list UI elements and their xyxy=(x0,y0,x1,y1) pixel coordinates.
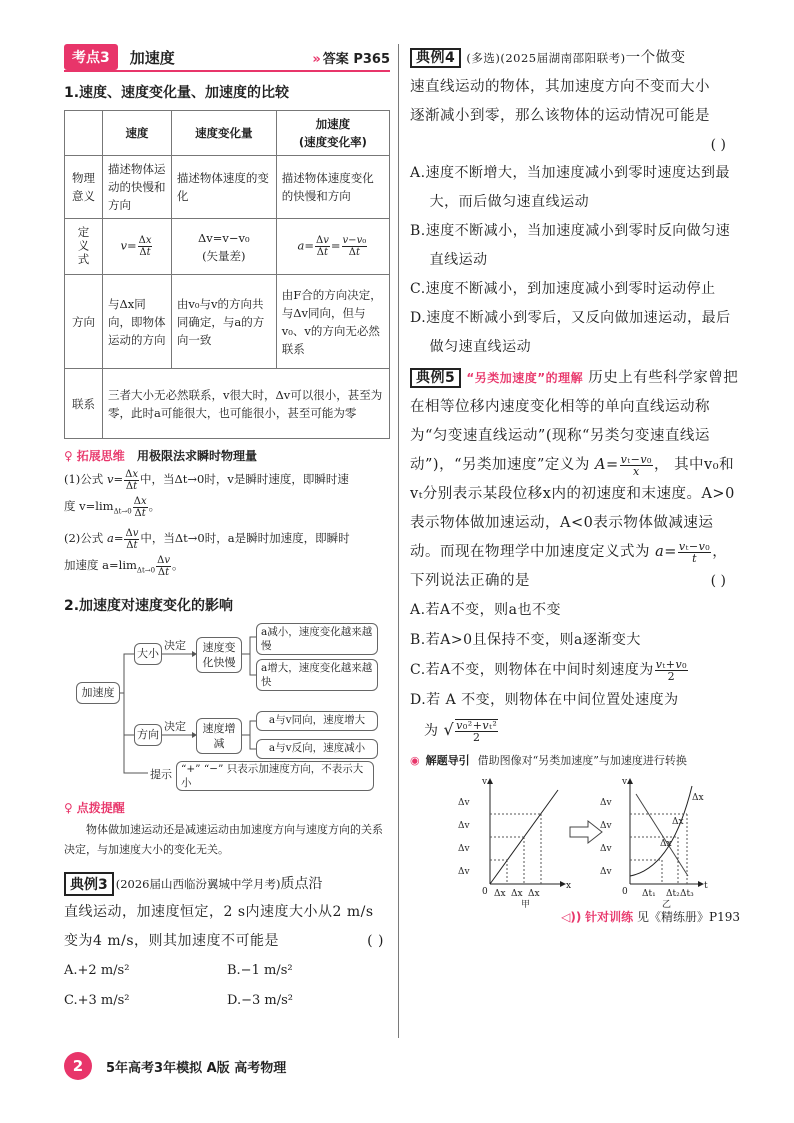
graph-label-right: 乙 xyxy=(662,900,672,910)
svg-text:Δx: Δx xyxy=(528,889,540,899)
mind-node-speed-change: 速度变化快慢 xyxy=(196,637,242,673)
mind-leaf: a与v反向，速度减小 xyxy=(256,739,378,759)
example3-stem: 直线运动，加速度恒定，2 s内速度大小从2 m/s 变为4 m/s，则其加速度不可能是 ( ) xyxy=(64,903,384,949)
table-cell-formula: a= $\frac{\Delta v}{\Delta t}$ = $\frac{\text{v−v₀}}{\Delta t}$ xyxy=(276,219,389,275)
option-c[interactable]: C.+3 m/s² xyxy=(64,992,130,1008)
svg-text:v: v xyxy=(482,777,488,787)
example5-options xyxy=(410,595,740,746)
option-b[interactable]: B.−1 m/s² xyxy=(227,962,293,978)
column-divider xyxy=(398,44,399,1038)
svg-text:Δv: Δv xyxy=(600,821,612,831)
table-cell: 三者大小无必然联系，v很大时，Δv可以很小，甚至为零，此时a可能很大，也可能很小，甚至可能为零 xyxy=(103,369,390,439)
option-c[interactable]: C.若A不变，则物体在中间时刻速度为 $\frac{\text{vₜ+v₀}}{2}$ xyxy=(410,657,688,683)
table-cell-formula: v= $\frac{\Delta x}{\Delta t}$ xyxy=(103,219,172,275)
bulb-icon: ♀ xyxy=(64,449,73,463)
fraction: $\frac{\text{v−v₀}}{\Delta t}$ xyxy=(342,235,367,258)
table-cell: 由F合的方向决定，与Δv同向，但与v₀、v的方向无必然联系 xyxy=(276,275,389,369)
bulb-icon: ♀ xyxy=(64,800,73,815)
table-header: 速度变化量 xyxy=(171,111,276,156)
answer-paren: ( ) xyxy=(710,573,726,589)
guide-label: 解题导引 xyxy=(425,754,470,767)
mind-root: 加速度 xyxy=(76,682,120,704)
option-b[interactable]: B.若A>0且保持不变，则a逐渐变大 xyxy=(410,632,641,648)
section-title-comparison: 1.速度、速度变化量、加速度的比较 xyxy=(64,85,290,101)
topic-header xyxy=(64,44,390,72)
table-cell: 描述物体速度变化的快慢和方向 xyxy=(276,156,389,219)
svg-text:Δx: Δx xyxy=(494,889,506,899)
option-b[interactable]: B.速度不断减小，当加速度减小到零时反向做匀速直线运动 xyxy=(410,223,731,268)
table-cell xyxy=(65,111,103,156)
answer-paren: ( ) xyxy=(710,137,726,153)
tip-hint-body: 物体做加速运动还是减速运动由加速度方向与速度方向的关系决定，与加速度大小的变化无关。 xyxy=(64,822,383,856)
mind-leaf: a增大，速度变化越来越快 xyxy=(256,659,378,691)
guide-text: 借助图像对“另类加速度”与加速度进行转换 xyxy=(477,754,687,767)
example-stem: 质点沿 xyxy=(280,875,323,892)
example-source: (2026届山西临汾翼城中学月考) xyxy=(115,876,281,891)
example4-options xyxy=(410,159,740,362)
svg-text:v: v xyxy=(622,777,628,787)
table-cell: 描述物体速度的变化 xyxy=(171,156,276,219)
example-tag: 典例5 xyxy=(410,368,461,388)
answer-reference[interactable]: » 答案 P365 xyxy=(312,51,390,67)
svg-text:Δx: Δx xyxy=(692,793,704,803)
table-row xyxy=(65,275,390,369)
mind-map xyxy=(64,623,390,791)
guide-graphs xyxy=(410,772,740,910)
mind-decide-label: 决定 xyxy=(164,719,186,733)
mind-prompt-label: 提示 xyxy=(150,767,172,781)
option-a[interactable]: A.+2 m/s² xyxy=(64,962,130,978)
option-d[interactable]: D.速度不断减小到零后，又反向做加速运动，最后做匀速直线运动 xyxy=(410,310,731,355)
example3-options xyxy=(64,956,390,986)
tip-subtitle: 用极限法求瞬时物理量 xyxy=(137,449,258,463)
example3-header xyxy=(64,870,390,898)
svg-text:Δx: Δx xyxy=(660,839,672,849)
topic-tag: 考点3 xyxy=(64,44,118,70)
table-row xyxy=(65,156,390,219)
option-d[interactable]: D.−3 m/s² xyxy=(227,992,293,1008)
comparison-table xyxy=(64,110,390,439)
fraction: $\frac{\Delta v}{\Delta t}$ xyxy=(315,235,329,258)
mind-node-speed-increase: 速度增减 xyxy=(196,718,242,754)
option-a[interactable]: A.若A不变，则a也不变 xyxy=(410,602,562,618)
svg-text:Δv: Δv xyxy=(458,798,470,808)
solution-guide xyxy=(410,752,740,768)
table-cell: 与Δx同向，即物体运动的方向 xyxy=(103,275,172,369)
svg-text:Δx: Δx xyxy=(672,817,684,827)
table-header: 加速度 (速度变化率) xyxy=(276,111,389,156)
row-label: 方向 xyxy=(65,275,103,369)
table-row xyxy=(65,111,390,156)
right-column xyxy=(410,44,740,925)
example-topic: “另类加速度”的理解 xyxy=(466,371,584,385)
mind-branch-size: 大小 xyxy=(134,643,162,665)
section-title-influence: 2.加速度对速度变化的影响 xyxy=(64,597,234,614)
table-cell: 由v₀与v的方向共同确定，与a的方向一致 xyxy=(171,275,276,369)
table-row xyxy=(65,219,390,275)
example-tag: 典例3 xyxy=(64,872,114,896)
double-chevron-icon: » xyxy=(312,51,321,67)
fraction: $\frac{\Delta x}{\Delta t}$ xyxy=(138,235,152,258)
graph-label-left: 甲 xyxy=(521,900,531,910)
svg-text:x: x xyxy=(566,881,572,891)
mind-decide-label: 决定 xyxy=(164,638,186,652)
svg-text:Δv: Δv xyxy=(600,798,612,808)
book-title: 5年高考3年模拟 A版 高考物理 xyxy=(106,1060,287,1076)
svg-text:Δv: Δv xyxy=(458,844,470,854)
left-column xyxy=(64,44,390,1016)
page-number: 2 xyxy=(64,1052,92,1080)
svg-text:0: 0 xyxy=(622,887,628,897)
mind-note: “+” “−” 只表示加速度方向，不表示大小 xyxy=(176,761,374,791)
example-tag: 典例4 xyxy=(410,48,461,68)
svg-text:0: 0 xyxy=(482,887,488,897)
mind-branch-direction: 方向 xyxy=(134,724,162,746)
tip-extended-body: (1)公式 v= $\frac{\Delta x}{\Delta t}$ 中，当Δt→0时，v是瞬时速度，即瞬时速 度 $v=\lim_{\Delta t\to 0}$ $\frac{\Delta x}{\Delta t}$ 。 (2)公式 a= $\frac{\Delta v}{\Delta t}$ 中，当Δt→0时，a是瞬时加速度，即瞬时 加速度 $a=\lim_{\Delta t\to 0}$ $\frac{\Delta v}{\Delta t}$ 。 xyxy=(64,468,350,578)
page-footer xyxy=(64,1052,744,1080)
svg-text:t: t xyxy=(704,881,708,891)
svg-text:Δt₁: Δt₁ xyxy=(642,889,656,899)
svg-text:Δv: Δv xyxy=(458,867,470,877)
mind-leaf: a与v同向，速度增大 xyxy=(256,711,378,731)
table-cell-formula: Δv=v−v₀ (矢量差) xyxy=(171,219,276,275)
row-label: 物理意义 xyxy=(65,156,103,219)
option-d[interactable]: D.若 A 不变，则物体在中间位置处速度为 xyxy=(410,692,679,708)
example3-options xyxy=(64,986,390,1016)
targeted-training[interactable]: ◁)) 针对训练 见《精练册》P193 xyxy=(561,910,740,924)
table-row xyxy=(65,369,390,439)
svg-text:Δx: Δx xyxy=(511,889,523,899)
topic-title: 加速度 xyxy=(129,48,175,67)
tip-hint: ♀ 点拨提醒 xyxy=(64,800,125,815)
svg-text:Δt₂: Δt₂ xyxy=(666,889,680,899)
example-source: (多选)(2025届湖南邵阳联考) xyxy=(466,51,626,65)
row-label: 联系 xyxy=(65,369,103,439)
option-d-formula: 为 √ $\frac{\text{v₀²+vₜ²}}{2}$ xyxy=(424,719,498,744)
row-label: 定义式 xyxy=(65,219,103,275)
svg-text:Δv: Δv xyxy=(600,844,612,854)
table-header: 速度 xyxy=(103,111,172,156)
example5-stem: 典例5 “另类加速度”的理解 历史上有些科学家曾把在相等位移内速度变化相等的单向直线运动称为“匀变速直线运动”(现称“另类匀变速直线运动”)，“另类加速度”定义为 A= $\frac{\text{vₜ−v₀}}{x}$ ， 其中v₀和vₜ分别表示某段位移x内的初速度和末速度。A>0表示物体做加速运动，A<0表示物体做减速运动。而现在物理学中加速度定义式为 a= $\frac{\text{vₜ−v₀}}{t}$ ，下列说法正确的是 xyxy=(410,370,739,589)
example4-stem: 典例4 (多选)(2025届湖南邵阳联考)一个做变 速直线运动的物体，其加速度方向不变而大小 逐渐减小到零，那么该物体的运动情况可能是 xyxy=(410,50,710,124)
tip-extended-thinking: ♀ 拓展思维 用极限法求瞬时物理量 xyxy=(64,449,258,463)
svg-text:Δv: Δv xyxy=(600,867,612,877)
svg-text:Δt₃: Δt₃ xyxy=(680,889,694,899)
option-a[interactable]: A.速度不断增大，当加速度减小到零时速度达到最大，而后做匀速直线运动 xyxy=(410,165,731,210)
target-icon: ◉ xyxy=(410,753,420,767)
option-c[interactable]: C.速度不断减小，到加速度减小到零时运动停止 xyxy=(410,281,716,297)
svg-text:Δv: Δv xyxy=(458,821,470,831)
table-cell: 描述物体运动的快慢和方向 xyxy=(103,156,172,219)
mind-leaf: a减小，速度变化越来越慢 xyxy=(256,623,378,655)
speaker-icon: ◁)) xyxy=(561,910,582,924)
